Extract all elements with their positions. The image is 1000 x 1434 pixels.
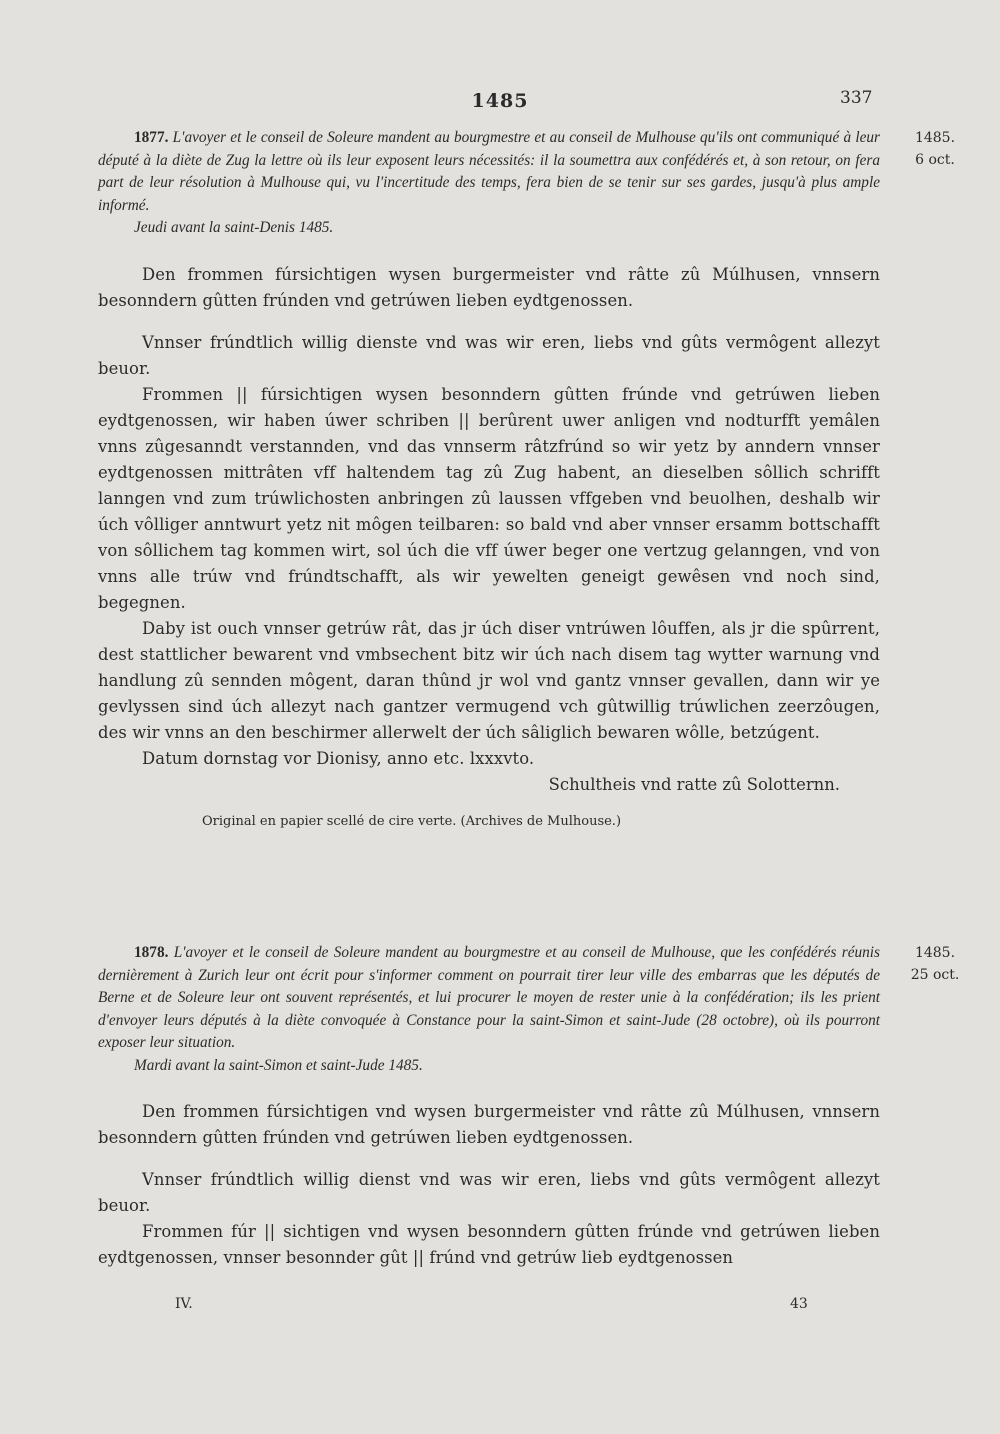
- summary-text: L'avoyer et le conseil de Soleure mandent au bourgmestre et au conseil de Mulhouse qu'ils ont communiqué à leur député à la diète de Zug la lettre où ils leur exposent leurs nécessités: il la soumettra aux confédérés et, à son retour, on fera part de leur résolution à Mulhouse qui, vu l'incertitude des temps, fera bien de se tenir sur ses gardes, jusqu'à plus ample informé.: [98, 129, 880, 214]
- margin-date: 6 oct.: [915, 152, 955, 168]
- letter-greeting: Vnnser frúndtlich willig dienst vnd was wir eren, liebs vnd gûts vermôgent allezyt beuor.: [98, 1170, 880, 1215]
- margin-date: 25 oct.: [910, 967, 960, 983]
- margin-year: 1485.: [914, 130, 956, 146]
- letter-paragraph: Frommen || fúrsichtigen wysen besonndern gûtten frúnde vnd getrúwen lieben eydtgenossen, wir haben úwer schriben || berûrent uwer anligen vnd nodturfft yemâlen vnns zûgesanndt verstannden, vnd das vnnserm râtzfrúnd so wir yetz by anndern vnnser eydtgenossen mittrâten vff haltendem tag zû Zug habent, an dieselben sôllich schrifft lanngen vnd zum trúwlichosten anbringen zû laussen vffgeben vnd beuolhen, deshalb wir úch vôlliger anntwurt yetz nit môgen teilbaren: so bald vnd aber vnnser ersamm bottschafft von sôllichem tag kommen wirt, sol úch die vff úwer beger one vertzug gelanngen, vnd von vnns alle trúw vnd frúndtschafft, als wir yewelten geneigt gewêsen vnd noch sind, begegnen.: [98, 384, 880, 612]
- running-header-year: 1485: [471, 90, 529, 112]
- entry-number: 1878.: [134, 944, 169, 961]
- letter-signature: Schultheis vnd ratte zû Solotternn.: [548, 774, 840, 794]
- page-number: 337: [840, 88, 873, 108]
- letter-address: Den frommen fúrsichtigen wysen burgermeister vnd râtte zû Múlhusen, vnnsern besonndern gûtten frúnden vnd getrúwen lieben eydtgenossen.: [98, 264, 880, 310]
- letter-greeting: Vnnser frúndtlich willig dienste vnd was wir eren, liebs vnd gûts vermôgent allezyt beuor.: [98, 332, 880, 378]
- entry-1878: [98, 942, 880, 1271]
- entry-number: 1877.: [134, 129, 169, 146]
- letter-paragraph: Frommen fúr || sichtigen vnd wysen besonndern gûtten frúnde vnd getrúwen lieben eydtgenossen, vnnser besonnder gût || frúnd vnd getrúw lieb eydtgenossen: [98, 1222, 880, 1267]
- margin-year: 1485.: [914, 945, 956, 961]
- entry-summary: [98, 127, 880, 217]
- entry-1877: [98, 127, 880, 829]
- source-note: Original en papier scellé de cire verte. (Archives de Mulhouse.): [202, 813, 622, 829]
- letter-address: Den frommen fúrsichtigen vnd wysen burgermeister vnd râtte zû Múlhusen, vnnsern besonndern gûtten frúnden vnd getrúwen lieben eydtgenossen.: [98, 1102, 880, 1147]
- entry-summary: [98, 942, 880, 1055]
- summary-text: L'avoyer et le conseil de Soleure mandent au bourgmestre et au conseil de Mulhouse, que les confédérés réunis dernièrement à Zurich leur ont écrit pour s'informer comment on pourrait tirer leur ville des embarras que les députés de Berne et de Soleure leur ont souvent représentés, et lui procurer le moyen de rester unie à la confédération; ils les prient d'envoyer leurs députés à la diète convoquée à Constance pour la saint-Simon et saint-Jude (28 octobre), où ils pourront exposer leur situation.: [98, 944, 880, 1051]
- margin-note-1877: [900, 127, 970, 171]
- signature-mark: IV.: [175, 1296, 193, 1312]
- margin-note-1878: [900, 942, 970, 986]
- entry-date: Jeudi avant la saint-Denis 1485.: [134, 219, 334, 236]
- letter-paragraph: Daby ist ouch vnnser getrúw rât, das jr úch diser vntrúwen lôuffen, als jr die spûrrent, dest stattlicher bewarent vnd vmbsechent bitz wir úch nach disem tag wytter warnung vnd handlung zû sennden môgent, daran thûnd jr wol vnd gantz vnnser gevallen, dann wir ye gevlyssen sind úch allezyt nach gantzer vermugend vch gûtwillig trúwlichen zeerzôugen, des wir vnns an den beschirmer allerwelt der úch sâliglich bewaren wôlle, betzúgent.: [98, 618, 880, 742]
- entry-date: Mardi avant la saint-Simon et saint-Jude 1485.: [134, 1056, 423, 1074]
- sheet-number: 43: [790, 1296, 808, 1312]
- letter-datum: Datum dornstag vor Dionisy, anno etc. lxxxvto.: [142, 748, 535, 768]
